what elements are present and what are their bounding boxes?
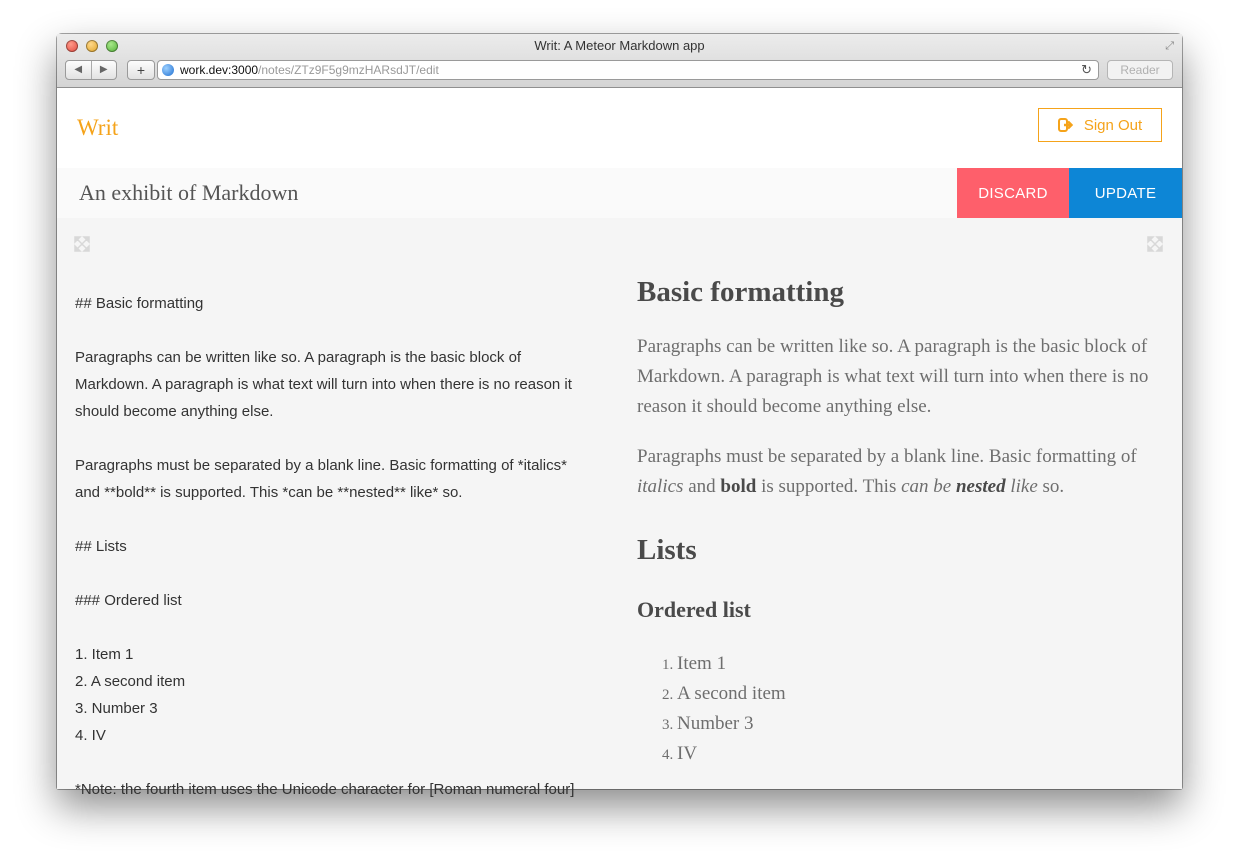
editor-line (75, 560, 615, 587)
workspace (57, 218, 1182, 798)
note-title[interactable]: An exhibit of Markdown (79, 180, 299, 205)
preview-paragraph: Paragraphs can be written like so. A paragraph is the basic block of Markdown. A paragraph is what text will turn into when there is no reason it should become anything else. (637, 336, 1149, 417)
brand-logo[interactable]: Writ (77, 115, 119, 140)
browser-window (57, 34, 1182, 798)
preview-heading-basic: Basic formatting (637, 276, 844, 308)
title-bar (57, 34, 1182, 88)
editor-line: ### Ordered list (75, 592, 182, 609)
editor-line: 1. Item 1 (75, 646, 134, 663)
editor-line: 2. A second item (75, 673, 186, 690)
url-text: work.dev:3000/notes/ZTz9F5g9mzHARsdJT/edit (180, 63, 439, 77)
top-nav (57, 88, 1182, 168)
list-item: 3. Number 3 (677, 709, 1162, 739)
list-item: 1. Item 1 (677, 649, 1162, 679)
window-title: Writ: A Meteor Markdown app (534, 38, 705, 53)
sign-out-button[interactable] (1038, 108, 1162, 142)
preview-ordered-list (637, 649, 1162, 769)
markdown-preview (637, 274, 1162, 769)
address-bar[interactable] (157, 60, 1099, 80)
editor-line (75, 317, 615, 344)
add-icon[interactable]: + (127, 60, 155, 80)
editor-line: should become anything else. (75, 403, 274, 420)
preview-paragraph: Paragraphs must be separated by a blank line. Basic formatting of italics and bold is supported. This can be nested like so. (637, 446, 1137, 497)
editor-line: *Note: the fourth item uses the Unicode character for [Roman numeral four] (75, 781, 575, 798)
fullscreen-icon[interactable]: ⤢ (1165, 40, 1174, 52)
editor-line: Paragraphs can be written like so. A paragraph is the basic block of (75, 349, 522, 366)
editor-line: and **bold** is supported. This *can be **nested** like* so. (75, 484, 463, 501)
page (57, 88, 1182, 798)
editor-line: Markdown. A paragraph is what text will turn into when there is no reason it (75, 376, 572, 393)
editor-line (75, 749, 615, 776)
list-item: 2. A second item (677, 679, 1162, 709)
reload-icon[interactable]: ↻ (1081, 62, 1092, 77)
markdown-editor[interactable] (75, 290, 615, 803)
preview-heading-ordered: Ordered list (637, 597, 751, 622)
update-button[interactable]: UPDATE (1069, 168, 1182, 218)
sign-out-icon (1058, 118, 1074, 132)
editor-line: 4. IV (75, 727, 106, 744)
forward-icon[interactable]: ▶ (99, 64, 108, 75)
list-item: 4. IV (677, 739, 1162, 769)
editor-line: 3. Number 3 (75, 700, 158, 717)
reader-button[interactable]: Reader (1107, 60, 1173, 80)
editor-line: ## Lists (75, 538, 127, 555)
editor-line (75, 425, 615, 452)
globe-icon (162, 64, 174, 76)
note-toolbar (57, 168, 1182, 218)
expand-icon[interactable] (1147, 236, 1163, 257)
expand-icon[interactable] (74, 236, 90, 257)
editor-line (75, 614, 615, 641)
sign-out-label: Sign Out (1083, 116, 1143, 134)
editor-line: ## Basic formatting (75, 295, 204, 312)
preview-heading-lists: Lists (637, 534, 697, 566)
editor-line: Paragraphs must be separated by a blank line. Basic formatting of *italics* (75, 457, 567, 474)
discard-button[interactable]: DISCARD (957, 168, 1069, 218)
history-buttons (65, 60, 117, 80)
back-icon[interactable]: ◀ (66, 61, 92, 79)
editor-line (75, 506, 615, 533)
